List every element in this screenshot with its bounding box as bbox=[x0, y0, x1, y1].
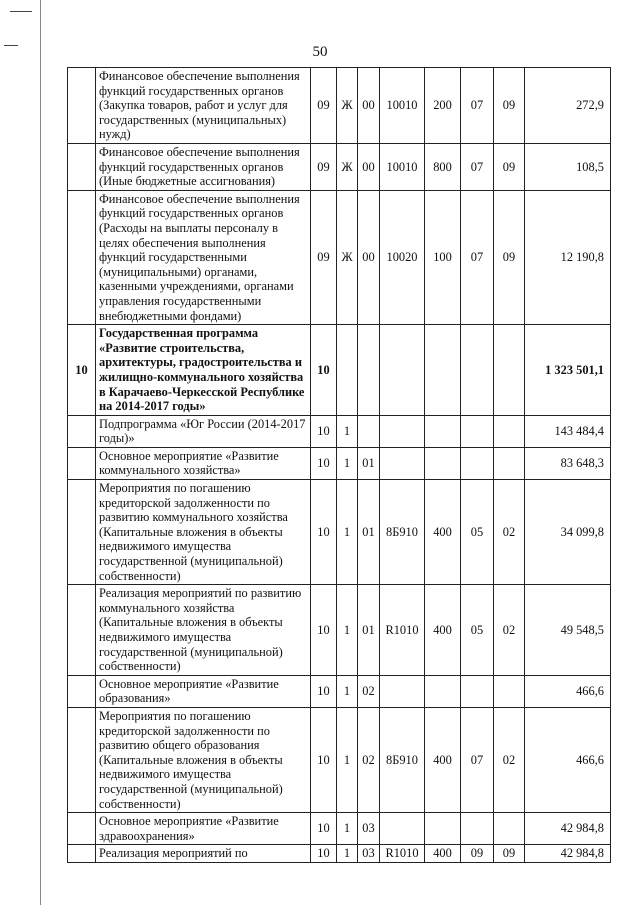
code-subprogram: 1 bbox=[337, 480, 358, 585]
row-amount: 466,6 bbox=[525, 675, 611, 707]
code-program: 10 bbox=[311, 813, 337, 845]
row-amount: 12 190,8 bbox=[525, 190, 611, 324]
code-section: 05 bbox=[461, 585, 494, 676]
scan-margin-mark bbox=[40, 0, 41, 905]
code-event: 01 bbox=[358, 585, 380, 676]
code-subsection bbox=[494, 325, 525, 416]
row-name: Финансовое обеспечение выполнения функций государственных органов (Расходы на выплаты персоналу в целях обеспечения выполнения функций государственными (муниципальными) органами, казенными учреждениями, органами управления государственными внебюджетными фондами) bbox=[96, 190, 311, 324]
code-program: 10 bbox=[311, 480, 337, 585]
code-event: 03 bbox=[358, 845, 380, 863]
code-expense-type: 100 bbox=[425, 190, 461, 324]
code-direction: 10010 bbox=[380, 68, 425, 144]
table-row bbox=[68, 480, 611, 585]
row-amount: 1 323 501,1 bbox=[525, 325, 611, 416]
row-amount: 42 984,8 bbox=[525, 813, 611, 845]
code-subsection: 02 bbox=[494, 585, 525, 676]
code-expense-type: 800 bbox=[425, 144, 461, 191]
code-event: 03 bbox=[358, 813, 380, 845]
row-number bbox=[68, 707, 96, 812]
code-expense-type bbox=[425, 675, 461, 707]
code-subprogram: Ж bbox=[337, 144, 358, 191]
code-section bbox=[461, 415, 494, 447]
row-number bbox=[68, 480, 96, 585]
code-direction bbox=[380, 447, 425, 479]
code-program: 10 bbox=[311, 845, 337, 863]
code-section bbox=[461, 675, 494, 707]
code-program: 09 bbox=[311, 190, 337, 324]
row-name: Подпрограмма «Юг России (2014-2017 годы)» bbox=[96, 415, 311, 447]
row-amount: 272,9 bbox=[525, 68, 611, 144]
code-event: 00 bbox=[358, 144, 380, 191]
code-subprogram: 1 bbox=[337, 813, 358, 845]
code-program: 10 bbox=[311, 415, 337, 447]
row-number bbox=[68, 144, 96, 191]
table-row bbox=[68, 325, 611, 416]
code-direction: 10010 bbox=[380, 144, 425, 191]
row-number bbox=[68, 415, 96, 447]
row-name: Государственная программа «Развитие строительства, архитектуры, градостроительства и жилищно-коммунального хозяйства в Карачаево-Черкесской Республике на 2014-2017 годы» bbox=[96, 325, 311, 416]
code-section: 05 bbox=[461, 480, 494, 585]
row-name: Основное мероприятие «Развитие образования» bbox=[96, 675, 311, 707]
row-name: Реализация мероприятий по bbox=[96, 845, 311, 863]
code-subprogram: 1 bbox=[337, 707, 358, 812]
row-amount: 466,6 bbox=[525, 707, 611, 812]
code-expense-type: 400 bbox=[425, 480, 461, 585]
row-amount: 49 548,5 bbox=[525, 585, 611, 676]
row-name: Финансовое обеспечение выполнения функций государственных органов (Закупка товаров, работ и услуг для государственных (муниципальных) нужд) bbox=[96, 68, 311, 144]
code-expense-type bbox=[425, 813, 461, 845]
row-name: Финансовое обеспечение выполнения функций государственных органов (Иные бюджетные ассигнования) bbox=[96, 144, 311, 191]
code-subsection: 02 bbox=[494, 707, 525, 812]
table-row bbox=[68, 813, 611, 845]
code-subsection: 02 bbox=[494, 480, 525, 585]
code-section: 07 bbox=[461, 190, 494, 324]
code-expense-type bbox=[425, 415, 461, 447]
code-program: 09 bbox=[311, 68, 337, 144]
code-subsection bbox=[494, 447, 525, 479]
code-program: 10 bbox=[311, 585, 337, 676]
code-subprogram: 1 bbox=[337, 415, 358, 447]
code-direction bbox=[380, 325, 425, 416]
table-row bbox=[68, 675, 611, 707]
row-number bbox=[68, 845, 96, 863]
code-subsection: 09 bbox=[494, 190, 525, 324]
row-name: Реализация мероприятий по развитию коммунального хозяйства (Капитальные вложения в объекты недвижимого имущества государственной (муниципальной) собственности) bbox=[96, 585, 311, 676]
code-event bbox=[358, 325, 380, 416]
row-amount: 143 484,4 bbox=[525, 415, 611, 447]
code-direction: R1010 bbox=[380, 585, 425, 676]
code-event bbox=[358, 415, 380, 447]
code-subsection bbox=[494, 675, 525, 707]
row-number bbox=[68, 813, 96, 845]
code-direction: 8Б910 bbox=[380, 480, 425, 585]
table-row bbox=[68, 447, 611, 479]
code-event: 00 bbox=[358, 68, 380, 144]
table-row bbox=[68, 190, 611, 324]
code-subsection: 09 bbox=[494, 144, 525, 191]
code-subprogram: 1 bbox=[337, 585, 358, 676]
code-section bbox=[461, 447, 494, 479]
code-event: 01 bbox=[358, 447, 380, 479]
code-subprogram: Ж bbox=[337, 190, 358, 324]
code-subsection: 09 bbox=[494, 845, 525, 863]
row-number: 10 bbox=[68, 325, 96, 416]
table-row bbox=[68, 845, 611, 863]
page-number: 50 bbox=[312, 44, 328, 60]
row-name: Основное мероприятие «Развитие коммунального хозяйства» bbox=[96, 447, 311, 479]
code-event: 02 bbox=[358, 675, 380, 707]
row-amount: 34 099,8 bbox=[525, 480, 611, 585]
code-expense-type bbox=[425, 325, 461, 416]
code-subprogram bbox=[337, 325, 358, 416]
code-direction bbox=[380, 415, 425, 447]
table-row bbox=[68, 415, 611, 447]
code-expense-type: 400 bbox=[425, 585, 461, 676]
row-name: Мероприятия по погашению кредиторской задолженности по развитию общего образования (Капитальные вложения в объекты недвижимого имущества государственной (муниципальной) собственности) bbox=[96, 707, 311, 812]
table-body bbox=[68, 68, 611, 863]
code-program: 10 bbox=[311, 707, 337, 812]
code-subprogram: 1 bbox=[337, 675, 358, 707]
code-expense-type: 400 bbox=[425, 845, 461, 863]
scan-margin-tick bbox=[10, 11, 32, 12]
code-event: 01 bbox=[358, 480, 380, 585]
code-subsection bbox=[494, 415, 525, 447]
table-row bbox=[68, 68, 611, 144]
code-event: 02 bbox=[358, 707, 380, 812]
row-number bbox=[68, 190, 96, 324]
code-program: 10 bbox=[311, 447, 337, 479]
code-program: 09 bbox=[311, 144, 337, 191]
code-section: 09 bbox=[461, 845, 494, 863]
row-number bbox=[68, 675, 96, 707]
code-section: 07 bbox=[461, 707, 494, 812]
code-event: 00 bbox=[358, 190, 380, 324]
code-subsection: 09 bbox=[494, 68, 525, 144]
table-row bbox=[68, 144, 611, 191]
row-amount: 42 984,8 bbox=[525, 845, 611, 863]
code-direction: 10020 bbox=[380, 190, 425, 324]
code-expense-type: 200 bbox=[425, 68, 461, 144]
code-subprogram: 1 bbox=[337, 447, 358, 479]
code-direction bbox=[380, 675, 425, 707]
row-name: Мероприятия по погашению кредиторской задолженности по развитию коммунального хозяйства (Капитальные вложения в объекты недвижимого имущества государственной (муниципальной) собственности) bbox=[96, 480, 311, 585]
row-number bbox=[68, 447, 96, 479]
code-direction: R1010 bbox=[380, 845, 425, 863]
code-subprogram: 1 bbox=[337, 845, 358, 863]
row-number bbox=[68, 68, 96, 144]
code-section: 07 bbox=[461, 68, 494, 144]
row-name: Основное мероприятие «Развитие здравоохранения» bbox=[96, 813, 311, 845]
code-program: 10 bbox=[311, 325, 337, 416]
code-section bbox=[461, 325, 494, 416]
table-row bbox=[68, 707, 611, 812]
code-subprogram: Ж bbox=[337, 68, 358, 144]
table-row bbox=[68, 585, 611, 676]
code-section bbox=[461, 813, 494, 845]
code-program: 10 bbox=[311, 675, 337, 707]
row-amount: 108,5 bbox=[525, 144, 611, 191]
code-expense-type: 400 bbox=[425, 707, 461, 812]
code-direction bbox=[380, 813, 425, 845]
row-amount: 83 648,3 bbox=[525, 447, 611, 479]
code-expense-type bbox=[425, 447, 461, 479]
code-direction: 8Б910 bbox=[380, 707, 425, 812]
budget-table bbox=[67, 67, 611, 863]
code-section: 07 bbox=[461, 144, 494, 191]
code-subsection bbox=[494, 813, 525, 845]
row-number bbox=[68, 585, 96, 676]
